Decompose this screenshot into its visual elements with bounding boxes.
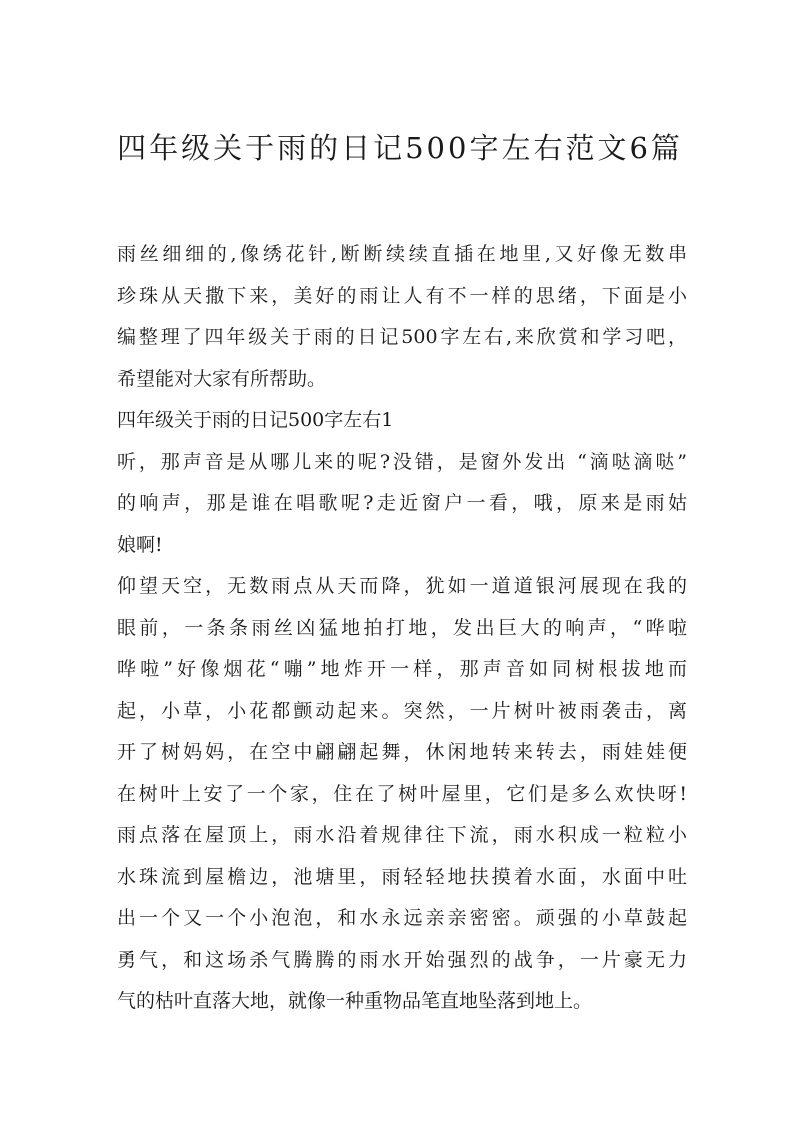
- body-line: 出一个又一个小泡泡，和水永远亲亲密密。顽强的小草鼓起: [117, 907, 687, 929]
- body-line: 气的枯叶直落大地，就像一种重物品笔直地坠落到地上。: [117, 990, 593, 1012]
- body-line: 起，小草，小花都颤动起来。突然，一片树叶被雨袭击，离: [117, 699, 687, 722]
- body-line: 仰望天空，无数雨点从天而降，犹如一道道银河展现在我的: [117, 575, 687, 597]
- body-line: 水珠流到屋檐边，池塘里，雨轻轻地扶摸着水面，水面中吐: [117, 865, 687, 888]
- document-title: 四年级关于雨的日记500字左右范文6篇: [117, 131, 683, 165]
- body-line: 希望能对大家有所帮助。: [117, 367, 327, 390]
- body-line: 编整理了四年级关于雨的日记500字左右,来欣赏和学习吧，: [117, 326, 687, 348]
- body-line: 雨点落在屋顶上，雨水沿着规律往下流，雨水积成一粒粒小: [117, 824, 687, 846]
- section-heading: 四年级关于雨的日记500字左右1: [117, 409, 394, 431]
- document-body: [117, 234, 687, 1023]
- body-line: 眼前，一条条雨丝凶猛地拍打地，发出巨大的响声，“哗啦: [117, 616, 687, 639]
- body-line: 的响声，那是谁在唱歌呢?走近窗户一看，哦，原来是雨姑: [117, 492, 687, 514]
- body-line: 雨丝细细的,像绣花针,断断续续直插在地里,又好像无数串: [117, 243, 687, 265]
- body-line: 开了树妈妈，在空中翩翩起舞，休闲地转来转去，雨娃娃便: [117, 741, 687, 763]
- body-line: 在树叶上安了一个家，住在了树叶屋里，它们是多么欢快呀!: [117, 782, 687, 805]
- body-line: 哗啦”好像烟花“嘣”地炸开一样，那声音如同树根拔地而: [117, 658, 687, 680]
- body-line: 娘啊!: [117, 533, 163, 556]
- body-line: 勇气，和这场杀气腾腾的雨水开始强烈的战争，一片豪无力: [117, 948, 687, 971]
- body-line: 听，那声音是从哪儿来的呢?没错，是窗外发出 “滴哒滴哒”: [117, 450, 687, 473]
- body-line: 珍珠从天撒下来，美好的雨让人有不一样的思绪，下面是小: [117, 284, 687, 307]
